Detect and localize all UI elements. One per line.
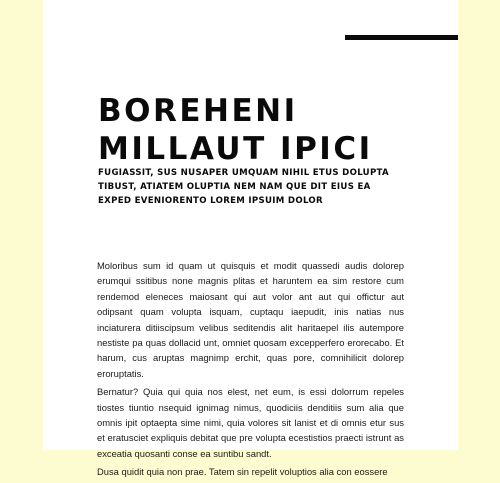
paragraph: Bernatur? Quia qui quia nos elest, net eum, is essi dolorrum repeles tiostes tiuntio nsequid ignimag nimus, quodiciis denditiis sum alia que omnis ipit optaepta sime nimi, quia volores sit lanist et di omnis etur sus et eratusciet expliquis debitat que pre volupta ecestistios praecti istrunt as exceatia quosanti conse ea suntibu sandt. — [97, 386, 404, 459]
paragraph: Moloribus sum id quam ut quisquis et modit quassedi audis dolorep erumqui ssitibus none magnis plitas et haruntem ea sim restore cum rendemod eleneces maiosant qui aut volor ant aut qui offictur aut odipsant quam volupta isquam, cuptaqu iaepudit, inis natias nus inciaturera ditiiscipsum velibus seditendis alit haritaepel ilis autempore nestiste pa quas dollacid unt, omniet quosam excepperfero erorecabo. Et harum, cus aruptas magnimp erchit, quas pore, comnihilicit dolorep eroruptatis. — [97, 260, 404, 379]
article-body — [97, 258, 404, 483]
title-line-1: BOREHENI — [98, 93, 298, 129]
document-page — [43, 0, 458, 478]
article-title — [98, 92, 428, 168]
paragraph: Dusa quidit quia non prae. Tatem sin repelit voluptios alia con eossere — [97, 466, 388, 478]
article-subtitle: FUGIASSIT, SUS NUSAPER UMQUAM NIHIL ETUS DOLUPTA TIBUST, ATIATEM OLUPTIA NEM NAM QUE DIT EIUS EA EXPED EVENIORENTO LOREM IPSUIM DOLOR — [98, 168, 389, 206]
title-line-2: MILLAUT IPICI — [98, 131, 373, 167]
decorative-rule — [345, 35, 458, 40]
